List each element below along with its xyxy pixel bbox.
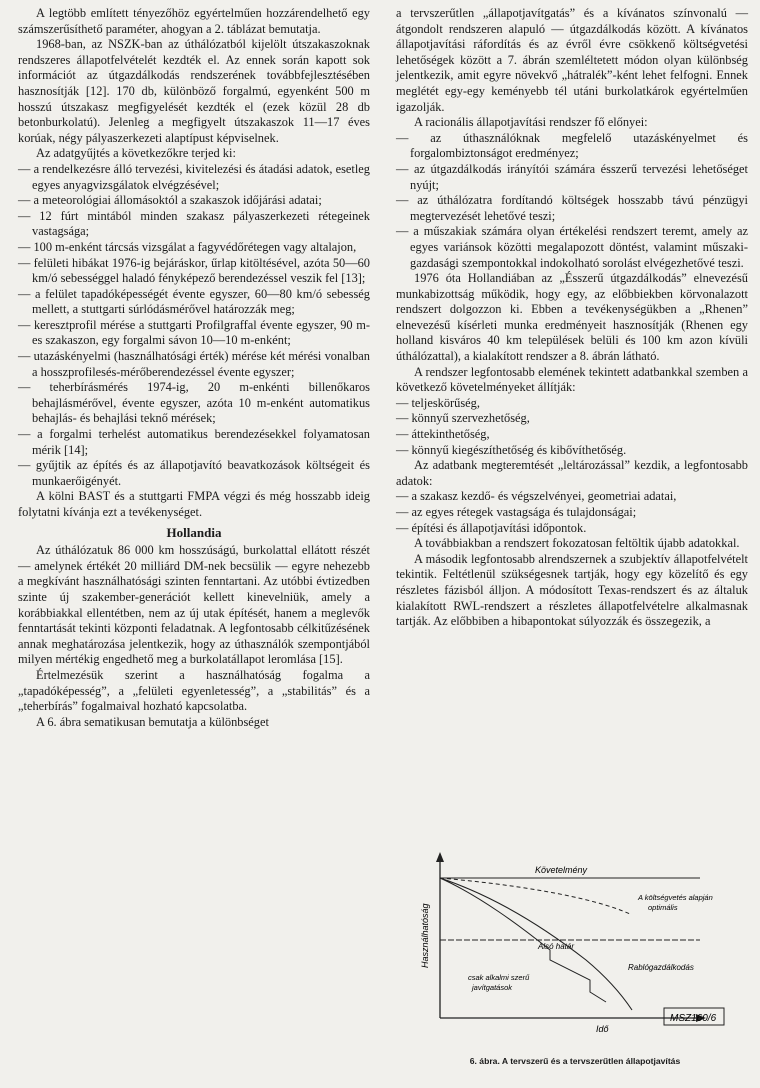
paragraph: Az adatbank megteremtését „leltározással” kezdik, a legfontosabb adatok: bbox=[396, 458, 748, 488]
paragraph: a tervszerűtlen „állapotjavítgatás” és a kívánatos színvonalú — átgondolt rendszeren alapuló — útgazdálkodás között. A kívánatos állapotjavítási ráfordítás és az évről évre csökkenő költségvetési lehetőségek között a 7. ábrán szemléltetett módon olyan különbség jelentkezik, amit egyre növekvő „hátralék”-ként lehet felfogni. Ennek meglétét egy-egy keményebb tél utáni burkolatkárok egyértelműen igazolják. bbox=[396, 6, 748, 114]
occasional-repairs-label: csak alkalmi szerű bbox=[468, 973, 530, 982]
figure-code: MSZ160/6 bbox=[670, 1013, 717, 1024]
list-item: — a felület tapadóképességét évente egyszer, 60—80 km/ó sebesség mellett, a stuttgarti súrlódásmérővel határozzák meg; bbox=[18, 286, 370, 317]
paragraph: A továbbiakban a rendszert fokozatosan feltöltik újabb adatokkal. bbox=[414, 536, 740, 551]
figure-6 bbox=[400, 848, 750, 1048]
list-item: — az úthasználóknak megfelelő utazáskényelmet és forgalombiztonságot eredményez; bbox=[396, 130, 748, 161]
right-column bbox=[396, 6, 748, 630]
x-axis-label: Idő bbox=[596, 1024, 609, 1034]
y-axis-arrow-icon bbox=[436, 852, 444, 862]
paragraph: A 6. ábra sematikusan bemutatja a különbséget bbox=[36, 714, 269, 729]
figure-diagram bbox=[400, 848, 750, 1048]
list-item: — 12 fúrt mintából minden szakasz pályaszerkezeti rétegeinek vastagsága; bbox=[18, 208, 370, 239]
optimal-budget-label: optimális bbox=[648, 903, 678, 912]
list-item: — könnyű kiegészíthetőség és kibővíthetőség. bbox=[396, 442, 627, 457]
list-item: — a forgalmi terhelést automatikus berendezésekkel folyamatosan mérik [14]; bbox=[18, 427, 370, 457]
list-item: — teljeskörűség, bbox=[396, 395, 480, 410]
exploitation-curve bbox=[440, 878, 632, 1010]
list-item: — könnyű szervezhetőség, bbox=[396, 411, 530, 426]
list-item: — gyűjtik az építés és az állapotjavító beavatkozások költségeit és munkaerőigényét. bbox=[18, 458, 370, 488]
list-item: — az útgazdálkodás irányítói számára ésszerű tervezési lehetőséget nyújt; bbox=[396, 161, 748, 192]
list-item: — az úthálózatra fordítandó költségek hosszabb távú pénzügyi megtervezését lehetővé teszi; bbox=[396, 193, 748, 223]
list-item: — keresztprofil mérése a stuttgarti Profilgraffal évente egyszer, 90 m-es szakaszon, egy forgalmi sávon 10—10 m-enként; bbox=[18, 317, 370, 348]
paragraph: A racionális állapotjavítási rendszer fő előnyei: bbox=[414, 115, 648, 130]
requirement-label: Követelmény bbox=[535, 865, 588, 875]
paragraph: A legtöbb említett tényezőhöz egyértelműen hozzárendelhető egy számszerűsíthető paraméter, ahogyan a 2. táblázat bemutatja. bbox=[18, 6, 370, 36]
list-item: — felületi hibákat 1976-ig bejáráskor, űrlap kitöltésével, azóta 50—60 km/ó sebességgel haladó fényképező berendezéssel veszik fel [13]; bbox=[18, 255, 370, 286]
lower-limit-label: Alsó határ bbox=[538, 942, 575, 951]
figure-caption: 6. ábra. A tervszerű és a tervszerűtlen állapotjavítás bbox=[469, 1056, 681, 1066]
paragraph: Az adatgyűjtés a következőkre terjed ki: bbox=[36, 146, 236, 161]
paragraph: A kölni BAST és a stuttgarti FMPA végzi és még hosszabb ideig folytatni kívánja ezt a tevékenységet. bbox=[18, 489, 370, 519]
paragraph: A rendszer legfontosabb elemének tekintett adatbankkal szemben a következő követelményeket állítják: bbox=[396, 364, 748, 395]
occasional-repairs-label: javítgatások bbox=[472, 983, 513, 992]
list-item: — teherbírásmérés 1974-ig, 20 m-enkénti billenőkaros behajlásmérővel, évente egyszer, azóta 10 m-enként automatikus behajlás- és behajlási teknő mérések; bbox=[18, 380, 370, 426]
list-item: — a rendelkezésre álló tervezési, kivitelezési és átadási adatok, esetleg egyes anyagvizsgálatok elvégzésével; bbox=[18, 161, 370, 192]
exploitation-label: Rablógazdálkodás bbox=[628, 963, 694, 972]
list-item: — a meteorológiai állomásoktól a szakaszok időjárási adatai; bbox=[18, 193, 322, 208]
paragraph: 1968-ban, az NSZK-ban az úthálózatból kijelölt útszakaszoknak rendszeres állapotfelvételét kezdték el. Az ennek során kapott sok információt az útgazdálkodás rendszerének továbbfejlesztésében hasznosítják [12]. 170 db, különböző forgalmú, egyenként 500 m hosszú útszakasz megfigyelését kezdték el (ezek közül 28 db betonburkolatú). Jelenleg a megfigyelt útszakaszok 11—17 éves korúak, négy pályaszerkezeti alaptípust képviselnek. bbox=[18, 37, 370, 145]
list-item: — 100 m-enként tárcsás vizsgálat a fagyvédőrétegen vagy altalajon, bbox=[18, 239, 357, 254]
paragraph: 1976 óta Hollandiában az „Ésszerű útgazdálkodás” elnevezésű munkabizottság működik, hogy egy, az előbbiekben körvonalazott rendszert dolgozzon ki. Ebben a tevékenységükben a „Rhenen” elnevezésű kísérleti munka eredményeit hasznosítják (Rhenen egy holland kisváros 40 km települések belüli és 100 km azon kívüli úthálózattal), a kialakított rendszer a 8. ábrán látható. bbox=[396, 271, 748, 364]
list-item: — az egyes rétegek vastagsága és tulajdonságai; bbox=[396, 505, 637, 519]
list-item: — a műszakiak számára olyan értékelési rendszert teremt, amely az egyes variánsok közötti megalapozott döntést, valamint műszaki-gazdasági szempontokkal indokolható sorolást elvégezhetővé teszi. bbox=[396, 224, 748, 270]
paragraph: Az úthálózatuk 86 000 km hosszúságú, burkolattal ellátott részét — amelynek értékét 20 milliárd DM-nek becsülik — egyre nehezebb a megkívánt használhatósági szinten fenntartani. Az utóbbi évtizedben szinte új szakember-generációt kellett kinevelniük, amely a korábbiakkal ellentétben, nem az új utak építését, hanem a meglevők fenntartását tekinti központi feladatnak. A legfontosabb célkitűzésének annak meghatározása jelentkezik, hogy az úthasználók szempontjából milyen mértékig engedhető meg a burkolatállapot leromlása [15]. bbox=[18, 543, 370, 667]
paragraph: Értelmezésük szerint a használhatóság fogalma a „tapadóképesség”, a „felületi egyenletesség”, a „stabilitás” és a „teherbírás” fogalmaival hozható kapcsolatba. bbox=[18, 667, 370, 714]
list-item: — áttekinthetőség, bbox=[396, 427, 490, 442]
list-item: — a szakasz kezdő- és végszelvényei, geometriai adatai, bbox=[396, 489, 677, 504]
optimal-budget-label: A költségvetés alapján bbox=[638, 893, 713, 902]
y-axis-label: Használhatóság bbox=[420, 903, 430, 968]
optimal-budget-curve bbox=[440, 878, 630, 914]
list-item: — építési és állapotjavítási időpontok. bbox=[396, 520, 587, 535]
section-heading: Hollandia bbox=[166, 524, 222, 540]
left-column bbox=[18, 6, 370, 730]
list-item: — utazáskényelmi (használhatósági érték) mérése két mérési vonalban a hosszprofilesés-mérőberendezéssel évente egyszer; bbox=[18, 349, 370, 379]
paragraph: A második legfontosabb alrendszernek a szubjektív állapotfelvételt tekintik. Feltétlenül szükségesnek tartják, hogy egy közelítő és egy részletes fázisból álljon. A módosított Texas-rendszert és az általuk kialakított RWL-rendszert a részletes állapotfelvételre alkalmasnak tartják. Az előbbiben a hibapontokat súlyozzák és összegezik, a bbox=[396, 551, 748, 629]
